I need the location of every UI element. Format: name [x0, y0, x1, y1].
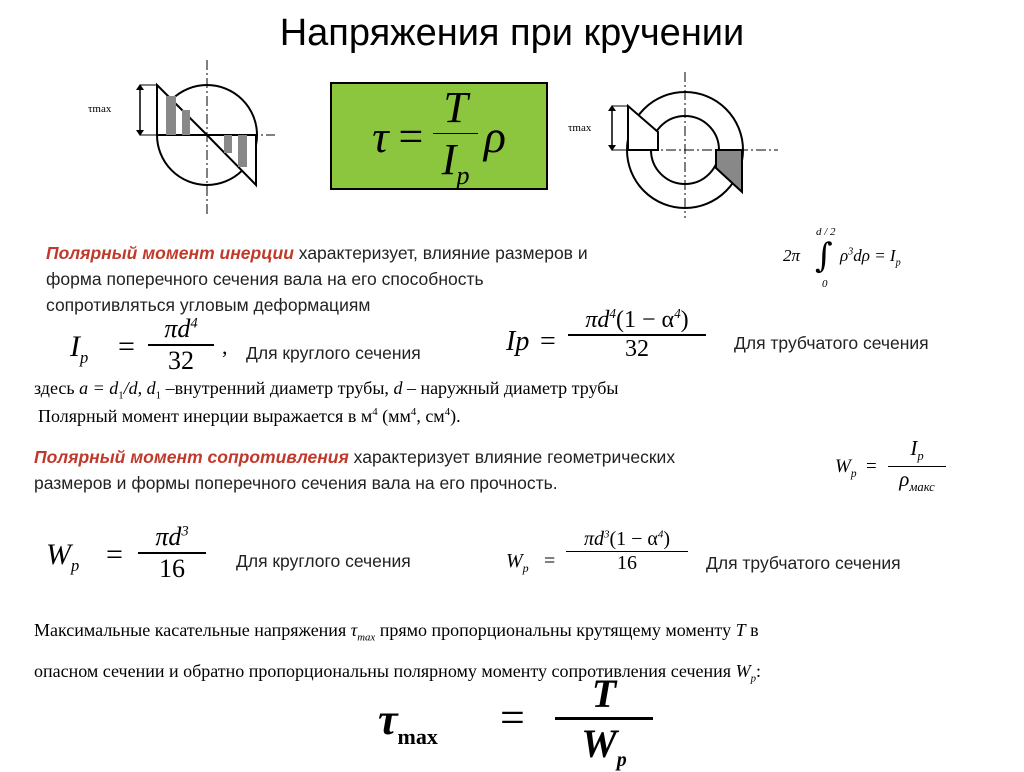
main-formula-lhs: τ — [372, 110, 389, 162]
max-l2a: опасном сечении и обратно пропорциональны полярному моменту сопротивления сечения — [34, 660, 736, 681]
units-sup3: 4 — [444, 406, 451, 418]
here-b: a = d — [79, 378, 119, 398]
main-formula-den: I — [441, 134, 457, 184]
final-num: T — [591, 671, 617, 716]
ip-round-label: Для круглого сечения — [246, 343, 421, 363]
ip-tube-den: 32 — [568, 334, 706, 363]
integral-body — [840, 246, 901, 268]
polar-inertia-rest: характеризует, влияние размеров и — [293, 243, 588, 263]
here-c-sub: 1 — [155, 389, 162, 402]
wp-round-W: W — [46, 538, 71, 571]
polar-inertia-line3: сопротивляться угловым деформациям — [46, 295, 371, 315]
ip-round-num: πd — [164, 314, 191, 343]
wp-round-num-sup: 3 — [181, 523, 189, 540]
ip-round-eq: = — [118, 330, 135, 363]
here-f: – наружный диаметр трубы — [402, 378, 619, 398]
main-formula-eq: = — [398, 111, 424, 161]
max-l1c: в — [745, 620, 759, 640]
wp-def-sub: p — [850, 467, 857, 480]
wp-round-eq: = — [106, 538, 123, 571]
wp-def-den-sub: макс — [909, 480, 935, 495]
ip-tube-num-sup: 4 — [609, 306, 616, 321]
wp-tube-num-sup: 3 — [603, 528, 610, 541]
ip-tube-label: Для трубчатого сечения — [734, 333, 929, 353]
ip-round-den: 32 — [148, 344, 214, 376]
final-den: W — [581, 721, 617, 766]
wp-round-fraction — [138, 522, 206, 584]
max-l1a: Максимальные касательные напряжения — [34, 620, 351, 640]
max-l2b: : — [755, 660, 761, 681]
wp-def-W: W — [835, 456, 851, 477]
units-d: ). — [450, 406, 461, 426]
polar-resist-rest: характеризует влияние геометрических — [348, 447, 676, 467]
polar-inertia-term: Полярный момент инерции — [46, 243, 294, 263]
integral-upper: d / 2 — [816, 226, 836, 238]
wp-tube-paren-close: ) — [663, 528, 671, 550]
units-sup2: 4 — [410, 406, 417, 418]
wp-def-num: I — [910, 436, 918, 460]
ip-tube-eq: = — [540, 326, 556, 357]
main-formula-num: T — [433, 82, 477, 134]
final-den-sub: p — [616, 749, 627, 771]
wp-def-fraction — [888, 436, 946, 495]
ip-round-comma: , — [222, 334, 228, 359]
wp-tube-num: πd — [583, 528, 604, 550]
wp-tube-eq: = — [544, 550, 556, 572]
wp-tube-lhs — [506, 550, 529, 576]
max-stress-paragraph — [34, 614, 994, 695]
wp-tube-sub: p — [522, 561, 529, 575]
diameter-definition-line — [34, 378, 619, 402]
wp-round-lhs — [46, 538, 79, 576]
ip-round-sub: p — [80, 348, 89, 367]
wp-def-lhs — [835, 456, 857, 480]
units-a: Полярный момент инерции выражается в м — [38, 406, 373, 426]
polar-resistance-paragraph — [34, 444, 794, 496]
units-b: (мм — [377, 406, 411, 426]
here-d: –внутренний диаметр трубы, — [161, 378, 394, 398]
final-tau: τ — [378, 695, 398, 744]
final-formula-fraction — [555, 670, 653, 772]
here-a: здесь — [34, 378, 80, 398]
page-title: Напряжения при кручении — [279, 12, 745, 54]
integral-coef: 2π — [783, 246, 801, 265]
ip-tube-paren: (1 − α — [615, 307, 675, 333]
final-formula-lhs — [378, 694, 438, 750]
wp-round-sub: p — [71, 556, 80, 575]
polar-resist-line2: размеров и формы поперечного сечения вала на его прочность. — [34, 473, 558, 493]
wp-def-den: ρ — [899, 467, 910, 492]
wp-tube-fraction — [566, 528, 688, 575]
polar-resist-term: Полярный момент сопротивления — [34, 447, 349, 467]
here-c: /d, d — [123, 378, 156, 398]
main-formula-den-sub: p — [456, 159, 470, 190]
integral-eq: = I — [874, 246, 896, 265]
wp-tube-den: 16 — [566, 551, 688, 575]
max-T: T — [735, 620, 746, 640]
tau-max-label-right: τmax — [568, 122, 592, 134]
units-sup1: 4 — [372, 406, 378, 418]
wp-round-den: 16 — [138, 552, 206, 584]
final-tau-sub: max — [397, 723, 438, 749]
main-formula-fraction — [433, 82, 477, 191]
tau-max-label-left: τmax — [88, 103, 112, 115]
ip-tube-paren-sup: 4 — [674, 306, 681, 321]
integral-rho-sup: 3 — [848, 246, 854, 258]
integral-lower: 0 — [822, 278, 828, 290]
wp-tube-paren: (1 − α — [609, 528, 658, 550]
wp-def-eq: = — [866, 456, 877, 477]
integral-sign: ∫ — [815, 236, 833, 276]
max-tau-sub: max — [357, 631, 376, 644]
ip-tube-paren-close: ) — [680, 307, 689, 333]
hollow-shaft-stress-diagram — [590, 70, 780, 220]
final-formula-eq: = — [500, 693, 525, 742]
wp-def-num-sub: p — [917, 449, 924, 464]
solid-shaft-stress-diagram — [80, 58, 280, 218]
integral-rho: ρ — [840, 246, 849, 265]
main-formula-rho: ρ — [483, 110, 506, 162]
here-b-sub: 1 — [118, 389, 124, 402]
max-tau: τ — [350, 620, 358, 640]
ip-tube-num: πd — [585, 307, 610, 333]
integral-drho: dρ — [853, 246, 870, 265]
ip-tube-lhs: Ip — [506, 326, 530, 357]
wp-tube-W: W — [506, 550, 523, 572]
polar-inertia-line2: форма поперечного сечения вала на его способность — [46, 269, 484, 289]
ip-round-I: I — [70, 330, 80, 363]
main-formula-box — [330, 82, 548, 190]
wp-round-label: Для круглого сечения — [236, 551, 411, 571]
here-e: d — [393, 378, 403, 398]
units-c: , см — [416, 406, 445, 426]
max-W: W — [735, 660, 751, 681]
max-W-sub: p — [750, 672, 756, 685]
integral-sub: p — [895, 257, 901, 269]
ip-round-lhs — [70, 330, 88, 368]
ip-tube-fraction — [568, 306, 706, 363]
wp-tube-paren-sup: 4 — [657, 528, 664, 541]
wp-tube-label: Для трубчатого сечения — [706, 553, 901, 573]
wp-round-num: πd — [155, 522, 182, 551]
ip-round-fraction — [148, 314, 214, 376]
max-l1b: прямо пропорциональны крутящему моменту — [375, 620, 736, 640]
ip-round-num-sup: 4 — [190, 315, 198, 332]
units-line — [38, 406, 461, 427]
